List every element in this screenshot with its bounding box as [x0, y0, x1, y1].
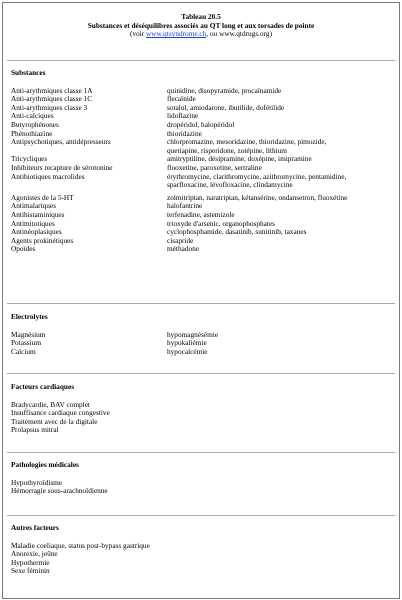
row-label: Hémorragie sous-arachnoïdienne — [11, 486, 108, 496]
value-line: lidoflazine — [167, 111, 199, 121]
value-line: cyclophosphamide, dasatinib, sunitinib, taxanes — [167, 227, 307, 237]
divider — [7, 515, 395, 516]
row-label: Antihistaminiques — [11, 209, 65, 219]
table-row — [11, 173, 395, 190]
value-line: érythromycine, clarithromycine, azithromycine, pentamidine, — [167, 171, 347, 181]
row-value — [167, 87, 395, 96]
section-facteurs-cardiaques — [11, 383, 395, 435]
row-label: Inhibiteurs recapture de sérotonine — [11, 162, 113, 172]
section-autres-facteurs — [11, 524, 395, 576]
row-label: Sexe féminin — [11, 566, 50, 576]
row-value — [167, 228, 395, 237]
row-label: Anorexie, jeûne — [11, 549, 58, 559]
row-label: Antibiotiques macrolides — [11, 171, 85, 181]
row-label: Anti-calciques — [11, 111, 54, 121]
table-row — [11, 550, 395, 559]
row-label: Antimitotiques — [11, 218, 55, 228]
table-row — [11, 348, 395, 357]
row-value: hypokaliémie — [167, 338, 207, 348]
value-line: sparfloxacine, lévofloxacine, clindamycine — [167, 180, 293, 190]
qtdrugs-text: www.qtdrugs.org — [219, 29, 270, 39]
row-label: Anti-arythmiques classe 1A — [11, 85, 93, 95]
qtsyndrome-link[interactable]: www.qtsyndrome.ch — [146, 29, 207, 39]
divider — [7, 373, 395, 374]
section-substances — [11, 69, 395, 254]
value-line: trioxyde d'arsenic, organophosphates — [167, 218, 275, 228]
table-title: Tableau 20.5 — [181, 12, 221, 21]
table-subtitle: Substances et déséquilibres associés au QT long et aux torsades de pointe — [87, 20, 315, 30]
value-line: quinidine, disopyramide, procaïnamide — [167, 85, 282, 95]
source-prefix: (voir — [129, 29, 146, 39]
value-line: amitryptiline, désipramine, doxépine, imipramine — [167, 154, 312, 164]
row-label: Traitement avec de la digitale — [11, 416, 98, 426]
row-label: Antipsychotiques, antidépresseurs — [11, 137, 111, 147]
table-row — [11, 245, 395, 254]
divider — [7, 60, 395, 61]
value-line: quetiapine, risperidone, zotépine, lithium — [167, 145, 287, 155]
value-line: cisapride — [167, 235, 194, 245]
row-value: hypocalcémie — [167, 346, 208, 356]
row-value: hypomagnésémie — [167, 329, 219, 339]
row-label: Hypothyroïdisme — [11, 477, 63, 487]
table-row — [11, 194, 395, 203]
row-label: Phénothiazine — [11, 128, 53, 138]
row-label: Potassium — [11, 338, 42, 348]
source-middle: , ou — [206, 29, 220, 39]
source-line — [3, 30, 399, 39]
row-value — [167, 237, 395, 246]
table-frame — [2, 2, 400, 599]
row-label: Opoïdes — [11, 244, 36, 254]
row-value — [167, 245, 395, 254]
value-line: zolmitriptan, naratriptan, kétansérine, ondansetron, fluoxétine — [167, 192, 348, 202]
value-line: chlorpromazine, mesoridazine, thioridazine, pimozide, — [167, 137, 327, 147]
row-value — [167, 173, 395, 190]
value-line: sotalol, amiodarone, ibutilide, dofétilide — [167, 102, 285, 112]
table-row — [11, 567, 395, 576]
value-line: thioridazine — [167, 128, 202, 138]
source-suffix: ) — [269, 29, 273, 39]
row-label: Butyrophénones — [11, 119, 59, 129]
section-title: Electrolytes — [11, 312, 48, 321]
table-row — [11, 237, 395, 246]
row-label: Calcium — [11, 346, 36, 356]
value-line: flecaïnide — [167, 94, 196, 104]
section-title: Substances — [11, 68, 46, 77]
row-value — [167, 138, 395, 155]
section-title: Facteurs cardiaques — [11, 382, 75, 391]
row-label: Agonistes de la 5-HT — [11, 192, 74, 202]
row-value — [167, 104, 395, 113]
value-line: fluoxetine, paroxetine, sertraline — [167, 162, 262, 172]
table-row — [11, 104, 395, 113]
row-label: Prolapsus mitral — [11, 425, 59, 435]
row-label: Anti-arythmiques classe 1C — [11, 94, 93, 104]
section-title: Autres facteurs — [11, 523, 59, 532]
value-line: dropéridol, halopéridol — [167, 119, 235, 129]
row-label: Anti-arythmiques classe 3 — [11, 102, 88, 112]
table-row — [11, 138, 395, 155]
row-label: Antinéoplasiques — [11, 227, 62, 237]
value-line: terfenadine, astemizole — [167, 209, 235, 219]
row-label: Tricycliques — [11, 154, 48, 164]
section-title: Pathologies médicales — [11, 460, 79, 469]
value-line: halofantrine — [167, 201, 203, 211]
section-pathologies — [11, 461, 395, 496]
value-line: méthadone — [167, 244, 200, 254]
row-label: Bradycardie, BAV complet — [11, 399, 90, 409]
table-row — [11, 559, 395, 568]
divider — [7, 452, 395, 453]
table-row — [11, 418, 395, 427]
row-label: Maladie coeliaque, status post-bypass gastrique — [11, 540, 150, 550]
table-header — [3, 13, 399, 39]
table-row — [11, 121, 395, 130]
row-label: Hypothermie — [11, 557, 50, 567]
table-row — [11, 426, 395, 435]
row-label: Agents prokinétiques — [11, 235, 74, 245]
divider — [7, 303, 395, 304]
row-label: Antimalariques — [11, 201, 56, 211]
section-electrolytes — [11, 313, 395, 356]
table-row — [11, 542, 395, 551]
table-row — [11, 487, 395, 496]
row-label: Magnésium — [11, 329, 46, 339]
row-label: Insuffisance cardiaque congestive — [11, 408, 110, 418]
